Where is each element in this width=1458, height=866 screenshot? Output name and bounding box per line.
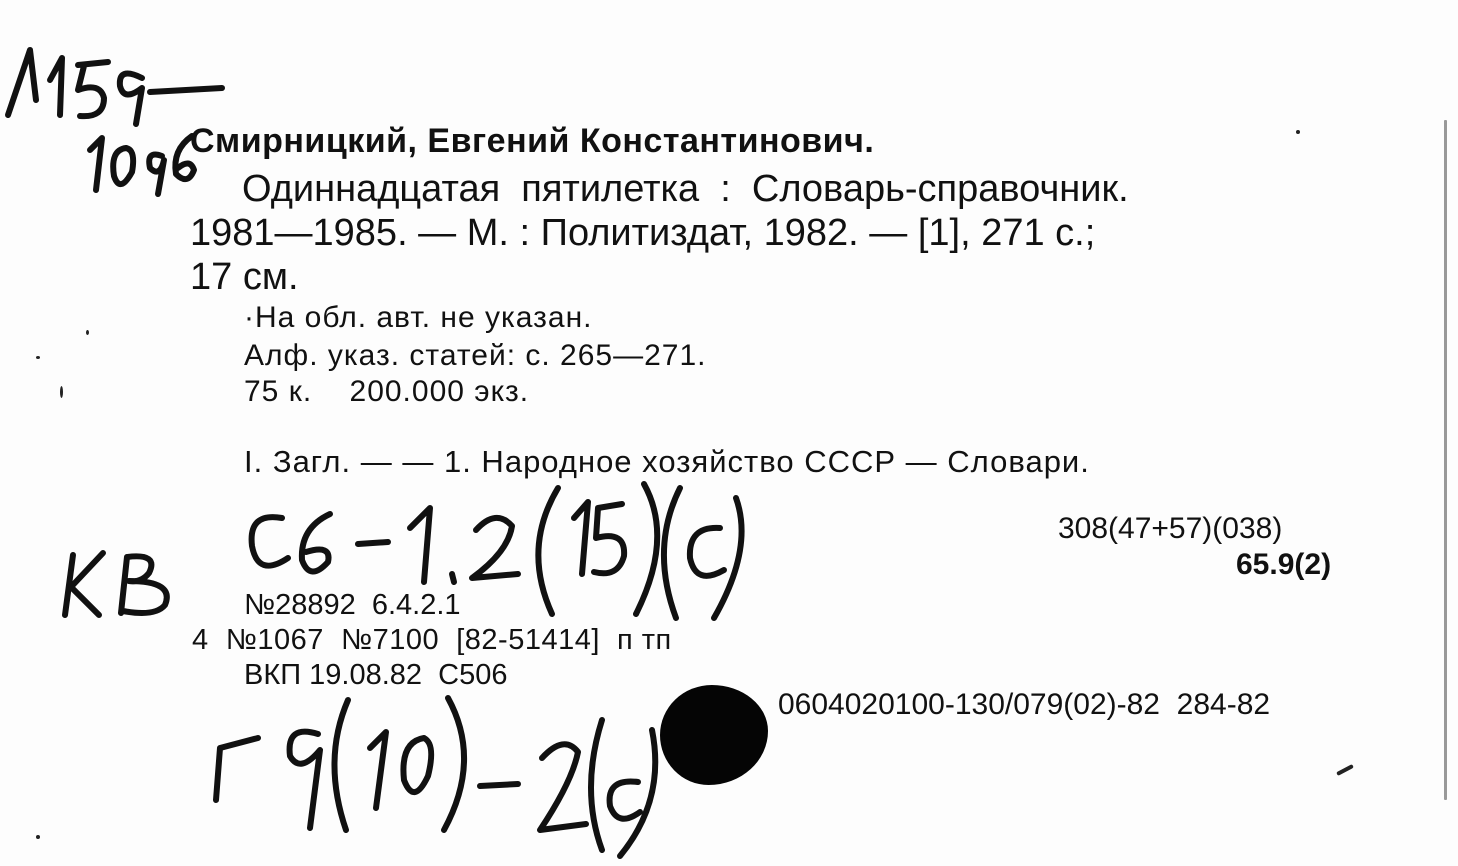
note-cover: ·На обл. авт. не указан. (244, 301, 593, 334)
bbk-code: 65.9(2) (1236, 548, 1332, 581)
ink-blot (660, 685, 768, 785)
title-line-2: 1981—1985. — М. : Политиздат, 1982. — [1], 271 с.; (190, 212, 1096, 254)
udc-code: 308(47+57)(038) (1058, 512, 1283, 545)
author-heading: Смирницкий, Евгений Константинович. (190, 122, 875, 160)
handwritten-class-g9 (200, 690, 660, 860)
dust-speck (86, 330, 89, 335)
dust-speck (1296, 130, 1300, 134)
number-line-3: ВКП 19.08.82 С506 (244, 659, 508, 691)
dust-speck (1444, 120, 1447, 800)
number-line-2: 4 №1067 №7100 [82-51414] п тп (192, 624, 672, 656)
dust-speck (36, 356, 40, 359)
handwritten-mark-kb (55, 545, 185, 625)
dust-speck (1336, 764, 1354, 776)
note-price: 75 к. 200.000 экз. (244, 375, 530, 408)
title-line-1: Одиннадцатая пятилетка : Словарь-справочник. (242, 168, 1129, 210)
title-line-3: 17 см. (190, 256, 299, 298)
subject-headings: I. Загл. — — 1. Народное хозяйство СССР — Словари. (244, 444, 1090, 479)
handwritten-number-1159 (0, 20, 240, 130)
dust-speck (36, 835, 40, 839)
dust-speck (60, 386, 63, 398)
publication-code: 0604020100-130/079(02)-82 284-82 (778, 688, 1271, 721)
handwritten-number-1096 (80, 120, 210, 200)
note-index: Алф. указ. статей: с. 265—271. (244, 339, 707, 372)
number-line-1: №28892 6.4.2.1 (244, 589, 461, 621)
handwritten-class-c6 (240, 478, 760, 628)
